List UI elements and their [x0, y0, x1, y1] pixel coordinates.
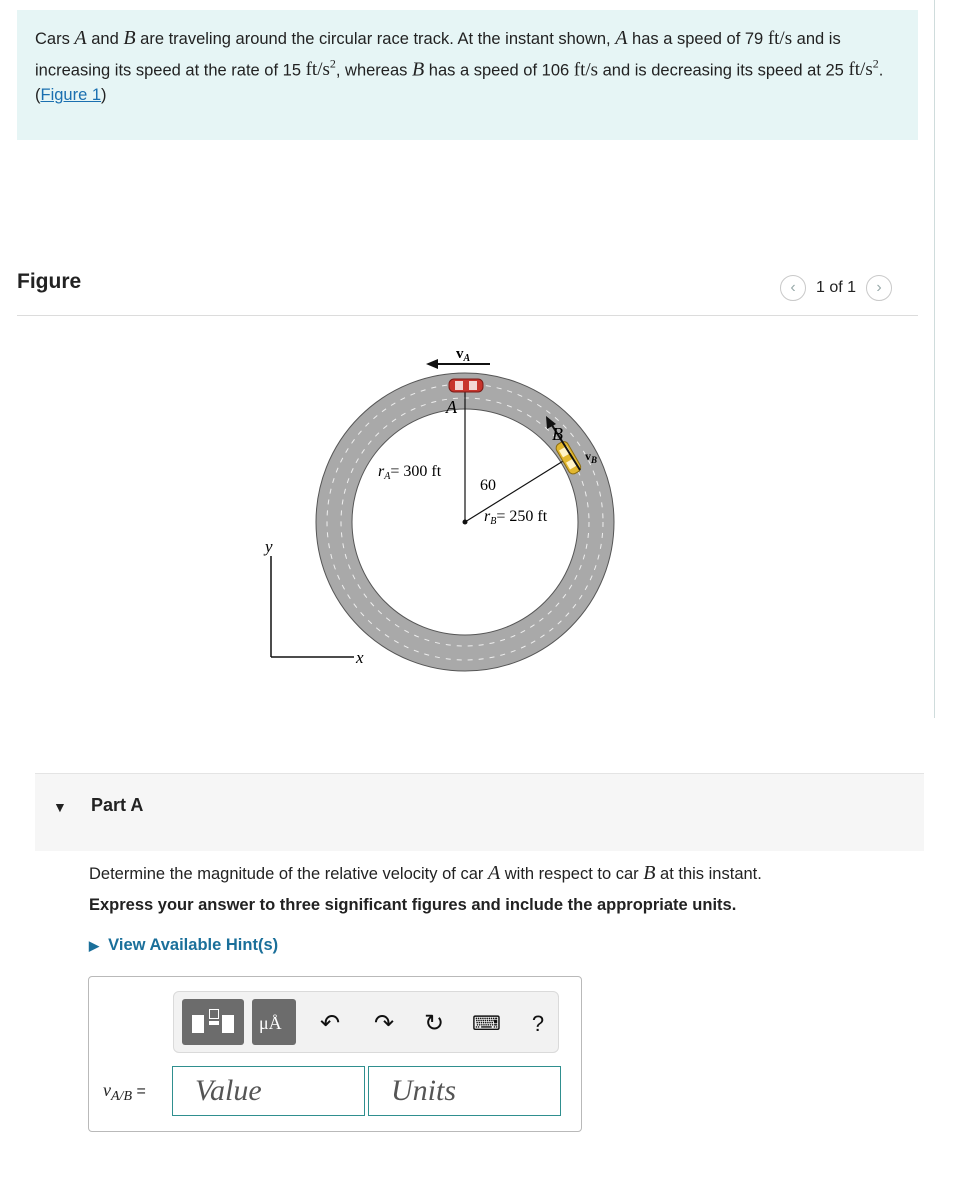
label-axis-y: y: [265, 537, 273, 556]
label-angle: 60: [480, 477, 496, 494]
figure-link[interactable]: Figure 1: [40, 86, 102, 105]
figure-title: Figure: [17, 270, 82, 293]
part-a-question: Determine the magnitude of the relative velocity of car A with respect to car B at this instant.: [89, 862, 762, 884]
race-track-diagram: [250, 330, 640, 690]
label-vb: $v_B$: [585, 449, 598, 465]
panel-divider: [934, 0, 935, 718]
templates-button[interactable]: [182, 999, 244, 1045]
reset-icon[interactable]: ↻: [423, 1010, 445, 1037]
label-va: $v_A$: [456, 346, 471, 364]
math-toolbar: [173, 991, 559, 1053]
figure-pager: [780, 274, 892, 302]
pager-text: 1 of 1: [816, 279, 857, 296]
part-a-title: Part A: [91, 795, 144, 815]
label-b: B: [552, 424, 563, 444]
chevron-left-icon[interactable]: ‹: [780, 275, 806, 301]
answer-label: $v_{A/B}$ =: [103, 1080, 146, 1105]
keyboard-icon[interactable]: ⌨: [472, 1013, 501, 1035]
part-a-header[interactable]: [35, 773, 924, 851]
view-hints-link[interactable]: ▶ View Available Hint(s): [89, 936, 279, 954]
units-button[interactable]: μÅ: [252, 999, 296, 1045]
caret-right-icon: ▶: [89, 938, 99, 953]
help-icon[interactable]: ?: [531, 1011, 545, 1036]
value-input[interactable]: Value: [172, 1066, 365, 1116]
label-rb: rB= 250 ft: [484, 508, 548, 527]
label-a: A: [446, 397, 457, 417]
chevron-right-icon[interactable]: ›: [866, 275, 892, 301]
answer-box: [88, 976, 582, 1132]
figure-divider: [17, 315, 918, 316]
units-input[interactable]: Units: [368, 1066, 561, 1116]
problem-statement: Cars A and B are traveling around the circular race track. At the instant shown, A has a speed of 79 ft/s and is increasing its speed at the rate of 15 $ft/s^2$, whereas B has a speed of 106 ft/s and is decreasing its speed at 25 $ft/s^2$. (Figure 1): [17, 10, 918, 140]
race-track-figure: [250, 330, 640, 690]
label-axis-x: x: [356, 648, 364, 667]
redo-icon[interactable]: ↷: [373, 1010, 395, 1037]
caret-down-icon[interactable]: ▼: [53, 799, 67, 815]
car-a: [449, 379, 483, 392]
center-point: [463, 520, 468, 525]
velocity-a-arrowhead: [426, 359, 438, 369]
part-a-instruction: Express your answer to three significant figures and include the appropriate units.: [89, 896, 737, 914]
label-ra: rA= 300 ft: [378, 463, 442, 482]
undo-icon[interactable]: ↶: [319, 1010, 341, 1037]
